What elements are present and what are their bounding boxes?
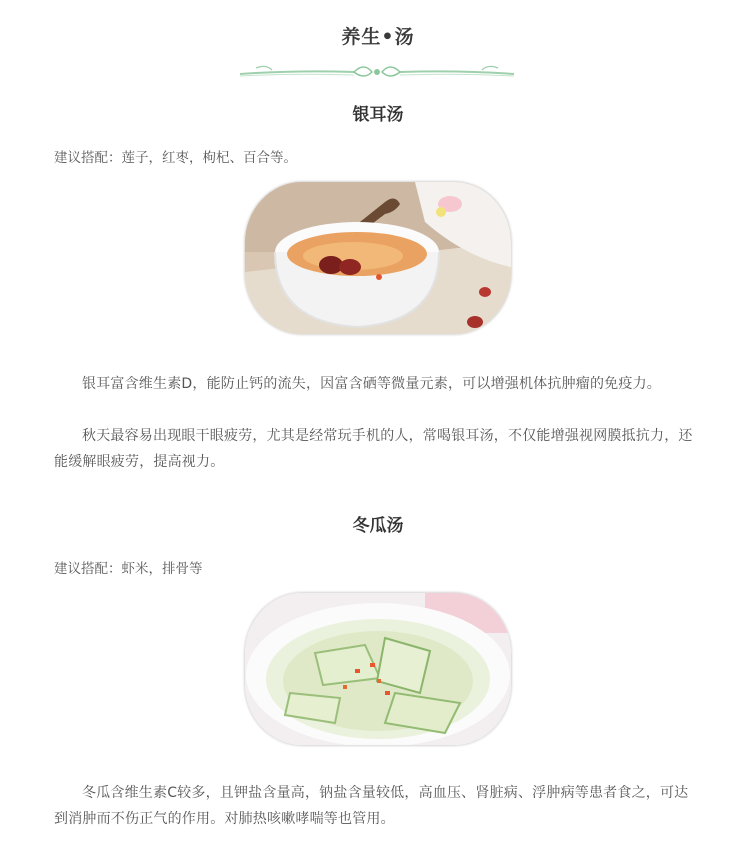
pairing-text-dongua: 建议搭配：虾米，排骨等 <box>54 561 203 577</box>
section-title-dongua: 冬瓜汤 <box>352 516 404 536</box>
paragraph-dongua-1: 冬瓜含维生素C较多，且钾盐含量高，钠盐含量较低，高血压、肾脏病、浮肿病等患者食之，可达到消肿而不伤正气的作用。对肺热咳嗽哮喘等也管用。 <box>54 785 689 827</box>
pairing-text-yiner: 建议搭配：莲子，红枣，枸杞、百合等。 <box>54 150 297 166</box>
white-fungus-soup-photo <box>244 181 512 335</box>
winter-melon-soup-photo <box>244 592 512 746</box>
ornament-divider-icon <box>236 62 518 82</box>
section-title-yiner: 银耳汤 <box>352 105 404 125</box>
page-title: 养生•汤 <box>341 26 415 48</box>
paragraph-yiner-1: 银耳富含维生素D，能防止钙的流失，因富含硒等微量元素，可以增强机体抗肿瘤的免疫力。 <box>82 376 661 392</box>
paragraph-yiner-2: 秋天最容易出现眼干眼疲劳，尤其是经常玩手机的人，常喝银耳汤，不仅能增强视网膜抵抗力，还能缓解眼疲劳，提高视力。 <box>54 428 693 470</box>
